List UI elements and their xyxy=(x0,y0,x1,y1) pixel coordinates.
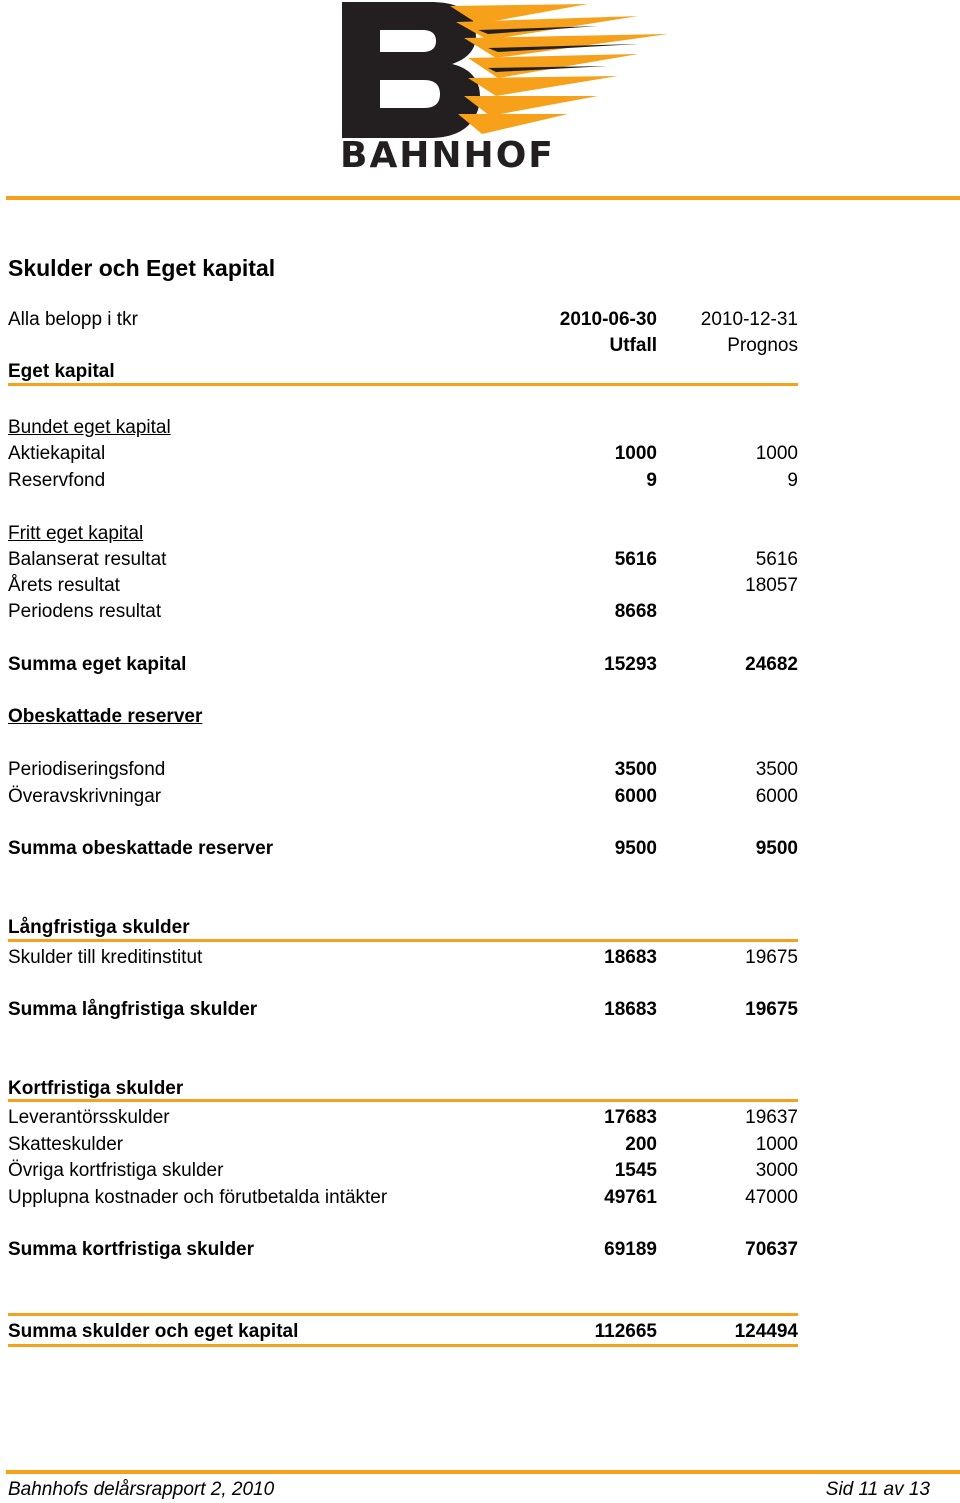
logo-wordmark: BAHNHOF xyxy=(340,135,555,176)
footer-page-number: Sid 11 av 13 xyxy=(825,1479,930,1500)
row-value-col1: 69189 xyxy=(604,1239,657,1260)
row-value-col2: 124494 xyxy=(734,1321,798,1342)
row-label: Övriga kortfristiga skulder xyxy=(8,1160,224,1181)
footer-divider xyxy=(6,1470,960,1474)
col1-date: 2010-06-30 xyxy=(559,309,657,330)
row-value-col2: 19675 xyxy=(745,999,798,1020)
row-label: Fritt eget kapital xyxy=(8,523,144,544)
grand-total-bottom-divider xyxy=(8,1344,798,1347)
row-value-col2: 9500 xyxy=(755,838,798,859)
table-row-total xyxy=(8,652,798,678)
row-value-col1: 1000 xyxy=(614,443,657,464)
col2-date: 2010-12-31 xyxy=(700,309,798,330)
table-row xyxy=(8,468,798,494)
row-value-col2: 1000 xyxy=(755,443,798,464)
row-label: Överavskrivningar xyxy=(8,786,162,807)
row-label: Summa långfristiga skulder xyxy=(8,999,258,1020)
table-row xyxy=(8,599,798,625)
table-row xyxy=(8,945,798,971)
page-title: Skulder och Eget kapital xyxy=(8,255,276,281)
row-value-col1: 200 xyxy=(625,1134,657,1155)
row-value-col1: 9500 xyxy=(614,838,657,859)
table-row xyxy=(8,547,798,573)
unit-label: Alla belopp i tkr xyxy=(8,309,138,330)
row-value-col2: 3500 xyxy=(755,759,798,780)
row-value-col1: 18683 xyxy=(604,947,657,968)
row-label: Kortfristiga skulder xyxy=(8,1078,184,1099)
equity-divider xyxy=(8,383,798,386)
row-value-col1: 18683 xyxy=(604,999,657,1020)
header-divider xyxy=(6,196,960,200)
row-label: Aktiekapital xyxy=(8,443,106,464)
row-value-col2: 6000 xyxy=(755,786,798,807)
table-row-total xyxy=(8,836,798,862)
table-row-total xyxy=(8,997,798,1023)
section-equity-label: Eget kapital xyxy=(8,361,115,382)
footer-report-title: Bahnhofs delårsrapport 2, 2010 xyxy=(8,1479,275,1500)
row-label: Obeskattade reserver xyxy=(8,706,203,727)
row-value-col1: 6000 xyxy=(614,786,657,807)
table-row xyxy=(8,573,798,599)
row-label: Långfristiga skulder xyxy=(8,917,190,938)
table-row xyxy=(8,441,798,467)
table-header-dates xyxy=(8,307,798,333)
table-row xyxy=(8,784,798,810)
row-value-col2: 19637 xyxy=(745,1107,798,1128)
row-value-col2: 1000 xyxy=(755,1134,798,1155)
row-label: Summa eget kapital xyxy=(8,654,187,675)
row-value-col2: 18057 xyxy=(745,575,798,596)
row-value-col2: 24682 xyxy=(745,654,798,675)
row-value-col2: 3000 xyxy=(755,1160,798,1181)
row-value-col1: 3500 xyxy=(614,759,657,780)
table-row-grand-total xyxy=(8,1319,798,1345)
row-label: Periodens resultat xyxy=(8,601,162,622)
row-value-col2: 47000 xyxy=(745,1187,798,1208)
row-label: Periodiseringsfond xyxy=(8,759,166,780)
grand-total-top-divider xyxy=(8,1313,798,1316)
table-row xyxy=(8,915,798,941)
col2-type: Prognos xyxy=(727,335,798,356)
table-row-total xyxy=(8,1237,798,1263)
row-label: Upplupna kostnader och förutbetalda intäkter xyxy=(8,1187,388,1208)
row-value-col2: 70637 xyxy=(745,1239,798,1260)
table-row xyxy=(8,1132,798,1158)
row-label: Årets resultat xyxy=(8,575,120,596)
row-value-col2: 5616 xyxy=(755,549,798,570)
row-label: Reservfond xyxy=(8,470,106,491)
table-row xyxy=(8,1158,798,1184)
table-row xyxy=(8,704,798,730)
table-row xyxy=(8,521,798,547)
long-term-divider xyxy=(8,939,798,942)
row-label: Balanserat resultat xyxy=(8,549,167,570)
row-label: Summa kortfristiga skulder xyxy=(8,1239,255,1260)
row-value-col1: 5616 xyxy=(614,549,657,570)
bahnhof-logo xyxy=(338,0,674,178)
table-row xyxy=(8,1105,798,1131)
row-label: Leverantörsskulder xyxy=(8,1107,170,1128)
row-label: Skulder till kreditinstitut xyxy=(8,947,203,968)
row-label: Skatteskulder xyxy=(8,1134,124,1155)
row-label: Summa skulder och eget kapital xyxy=(8,1321,299,1342)
row-value-col1: 15293 xyxy=(604,654,657,675)
table-row xyxy=(8,1185,798,1211)
row-label: Bundet eget kapital xyxy=(8,417,171,438)
table-header-types xyxy=(8,333,798,359)
section-equity xyxy=(8,359,798,385)
row-value-col1: 8668 xyxy=(614,601,657,622)
row-value-col1: 112665 xyxy=(594,1321,657,1342)
col1-type: Utfall xyxy=(609,335,657,356)
row-value-col2: 19675 xyxy=(745,947,798,968)
table-row xyxy=(8,757,798,783)
row-value-col2: 9 xyxy=(787,470,798,491)
row-value-col1: 1545 xyxy=(614,1160,657,1181)
table-row xyxy=(8,415,798,441)
row-value-col1: 17683 xyxy=(604,1107,657,1128)
row-value-col1: 9 xyxy=(646,470,657,491)
row-label: Summa obeskattade reserver xyxy=(8,838,274,859)
row-value-col1: 49761 xyxy=(604,1187,657,1208)
short-term-divider xyxy=(8,1099,798,1102)
